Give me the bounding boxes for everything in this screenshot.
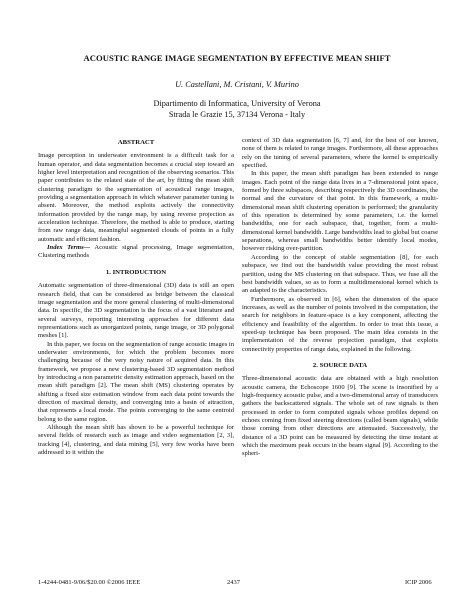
footer-venue: ICIP 2006 (405, 579, 432, 586)
affiliation (20, 98, 454, 120)
index-terms-lead: Index Terms— (47, 244, 91, 252)
body-paragraph: In this paper, we focus on the segmentation of range acoustic images in underwater environments, for which the problem becomes more challenging because of the very noisy nature of acquired data. In this framework, we propose a new clustering-based 3D segmentation method by introducing a non parametric density estimation approach, based on the mean shift paradigm [2]. The mean shift (MS) clustering operates by shifting a fixed size estimation window from each data point towards the direction of maximal density, and converging into a basin of attraction, that represents a local mode. The points converging to the same centroid belong to the same region. (38, 340, 234, 423)
affiliation-line: Dipartimento di Informatica, University of Verona (153, 99, 321, 108)
body-paragraph: In this paper, the mean shift paradigm has been extended to range images. Each point of the range data lives in a 7-dimensional joint space, formed by three subspaces, describing respectively the 3D coordinates, the normal and the curvature of that point. In this framework, a multi-dimensional mean shift clustering operation is performed; the granularity of this operation is determined by some parameters, i.e. the kernel bandwidths, one for each subspace, that, together, form a multi-dimensional kernel bandwidth. Large bandwidths lead to global but coarse separations, whereas small bandwidths better identify local modes, however risking over-partition. (242, 170, 438, 253)
body-paragraph: Although the mean shift has shown to be a powerful technique for several fields of research such as image and video segmentation [2, 3], tracking [4], clustering, and data mining [5], very few works have been addressed to it within the (38, 424, 234, 457)
affiliation-line: Strada le Grazie 15, 37134 Verona - Italy (168, 110, 306, 119)
footer-copyright: 1-4244-0481-9/06/$20.00 ©2006 IEEE (38, 579, 141, 586)
footer-page-number: 2437 (227, 579, 240, 586)
right-column (242, 137, 438, 459)
paper-title: ACOUSTIC RANGE IMAGE SEGMENTATION BY EFFECTIVE MEAN SHIFT (83, 53, 391, 63)
left-column (38, 139, 234, 457)
section-heading-introduction: 1. INTRODUCTION (105, 268, 167, 276)
paper-authors: U. Castellani, M. Cristani, V. Murino (175, 80, 299, 89)
body-paragraph: context of 3D data segmentation [6, 7] and, for the best of our known, none of them is related to range images. Furthermore, all these approaches rely on the tuning of several parameters, where the kernel is empirically specified. (242, 137, 438, 170)
abstract-heading: ABSTRACT (117, 139, 155, 146)
body-paragraph: Furthermore, as observed in [6], when the dimension of the space increases, as well as the number of points involved in the computation, the search for neighbors in feature-space is a key component, affecting the efficiency and feasibility of the algorithm. In order to treat this issue, a speed-up technique has been proposed. The main idea consists in the implementation of the reverse projection paradigm, that exploits connectivity properties of range data, explained in the following. (242, 295, 438, 353)
body-paragraph: Automatic segmentation of three-dimensional (3D) data is still an open research field, that can be considered as bridge between the classical image segmentation and the more general clustering of multi-dimensional data. In specific, the 3D segmentation is the focus of a vast literature and several surveys, reporting interesting approaches for different data representations such as unorganized points, range image, or 3D polygonal meshes [1]. (38, 282, 234, 340)
section-heading-source-data: 2. SOURCE DATA (312, 361, 368, 369)
body-paragraph: According to the concept of stable segmentation [8], for each subspace, we find out the bandwidth value providing the most robust partition, using the MS clustering on that subspace. Thus, we fuse all the best bandwidth values, so as to form a multidimensional kernel which is an adapted to the characteristics. (242, 253, 438, 295)
abstract-text: Image perception in underwater environment is a difficult task for a human operator, and data segmentation becomes a crucial step toward an higher level interpretation and recognition of the observing scenarios. This paper contributes to the related state of the art, by fitting the mean shift clustering paradigm to the segmentation of acoustical range images, providing a segmentation approach in which whatever parameter tuning is absent. Moreover, the method exploits actively the connectivity information provided by the range map, by using reverse projection as acceleration technique. Therefore, the method is able to produce, starting from raw range data, meaningful segmented clouds of points in a fully automatic and efficient fashion. (38, 152, 234, 243)
index-terms (38, 244, 234, 261)
index-terms-text: Acoustic signal processing, Image segmentation, Clustering methods (38, 244, 234, 260)
body-paragraph: Three-dimensional acoustic data are obtained with a high resolution acoustic camera, the Echoscope 1600 [9]. The scene is insonified by a high-frequency acoustic pulse, and a two-dimensional array of transducers gathers the backscattered signals. The whole set of raw signals is then processed in order to form computed signals whose profiles depend on echoes coming from fixed steering directions (called beam signals), while those coming from other directions are attenuated. Successively, the distance of a 3D point can be measured by detecting the time instant at which the maximum peak occurs in the beam signal [9]. According to the spheri- (242, 375, 438, 458)
